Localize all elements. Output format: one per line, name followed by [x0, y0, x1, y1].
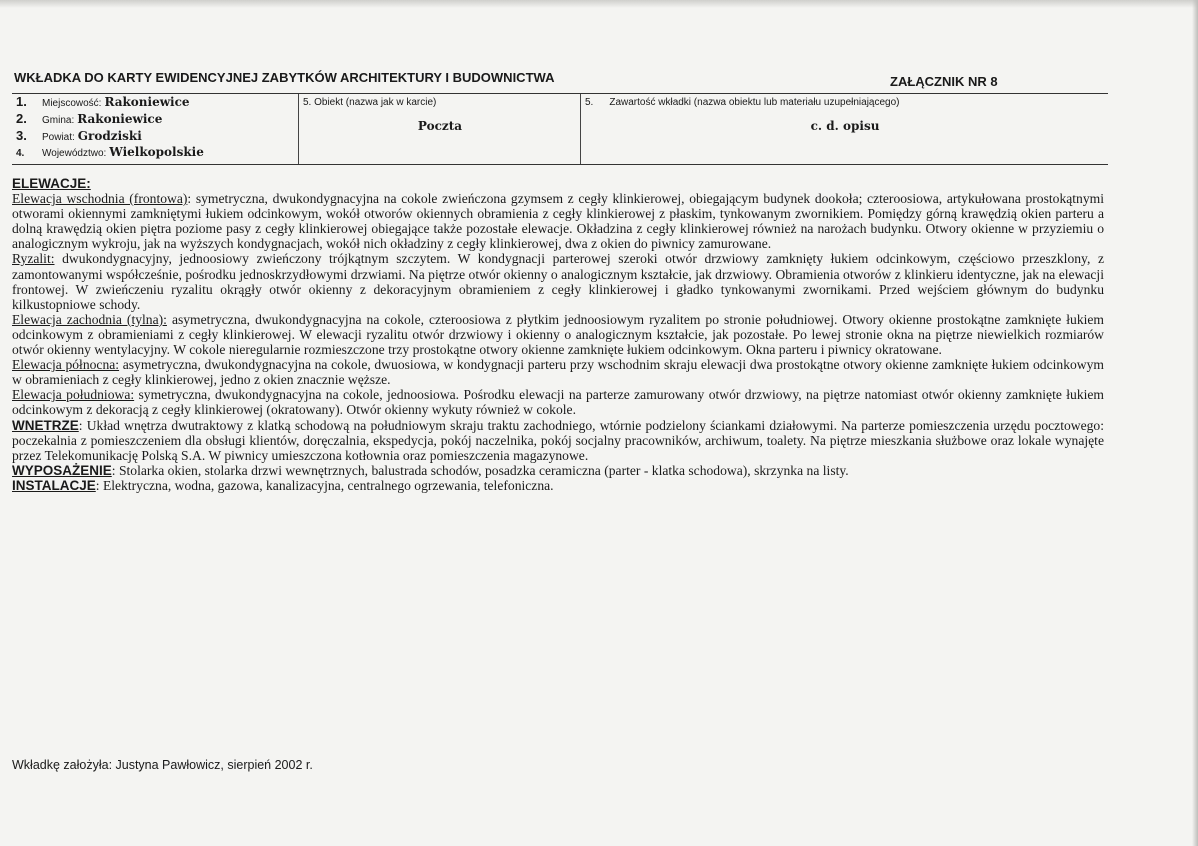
equipment-heading: WYPOSAŻENIE [12, 462, 112, 478]
field-county [12, 128, 298, 145]
object-column [298, 94, 581, 164]
object-value: Poczta [417, 119, 463, 133]
ryzalit-paragraph [12, 251, 1104, 311]
east-elevation-heading: Elewacja wschodnia (frontowa) [12, 191, 188, 207]
south-elevation-text: symetryczna, dwukondygnacyjna na cokole, jednoosiowa. Pośrodku elewacji na parterze zamurowany otwór drzwiowy, na piętrze natomiast otwór okienny zamknięte łukiem odcinkowym z dekoracją z cegły klinkierowej (okratowany). Otwór okienny wykuty również w cokole. [12, 387, 1104, 418]
interior-heading: WNETRZE [12, 417, 79, 433]
ryzalit-heading: Ryzalit: [12, 251, 55, 267]
ryzalit-text: dwukondygnacyjny, jednoosiowy zwieńczony trójkątnym szczytem. W kondygnacji parterowej szeroki otwór drzwiowy zamknięty łukiem odcinkowym, częściowo przeszklony, z zamontowanymi współcześnie, pośrodku jednoskrzydłowymi drzwiami. Na piętrze otwór okienny o analogicznym kształcie, jak drzwiowy. Obramienia otworów z klinkieru identyczne, jak na elewacji frontowej. W zwieńczeniu ryzalitu okrągły otwór okienny z dekoracyjnym obramieniem z cegły klinkierowej i gładko tynkowanymi zwornikami. Przed wejściem głównym do budynku kilkustopniowe schody. [12, 251, 1104, 312]
field-value: Wielkopolskie [109, 145, 204, 159]
north-elevation-paragraph [12, 357, 1104, 387]
interior-paragraph [12, 418, 1104, 463]
field-voivodeship [12, 145, 298, 162]
installations-heading: INSTALACJE [12, 477, 96, 493]
west-elevation-text: asymetryczna, dwukondygnacyjna na cokole, czteroosiowa z płytkim jednoosiowym ryzalitem po stronie południowej. Otwory okienne prostokątne zamknięte łukiem odcinkowym z obramieniami z cegły klinkierowej. W elewacji ryzalitu otwór drzwiowy i okienny o analogicznym kształcie, jak pozostałe. Po lewej stronie okna na piętrze niewielkich rozmiarów otwór okienny wentylacyjny. W cokole nieregularnie rozmieszczone trzy prostokątne otwory okienne zamknięte łukiem odcinkowym. Okna parteru i piwnicy okratowane. [12, 311, 1104, 358]
north-elevation-text: asymetryczna, dwukondygnacyjna na cokole, dwuosiowa, w kondygnacji parteru przy wschodnim skraju elewacji dwa prostokątne otwory okienne zamknięte łukiem odcinkowym w obramieniach z cegły klinkierowej, jedno z okien znacznie węższe. [12, 357, 1104, 388]
field-number: 1. [16, 94, 27, 109]
field-label: Województwo: [42, 148, 107, 159]
field-commune [12, 111, 298, 128]
annex-label: ZAŁĄCZNIK NR 8 [890, 74, 998, 89]
field-locality [12, 94, 298, 111]
east-elevation-paragraph [12, 191, 1104, 251]
scan-shadow-top [0, 0, 1198, 8]
north-elevation-heading: Elewacja północna: [12, 357, 120, 373]
description-body [12, 176, 1104, 493]
field-number: 2. [16, 111, 27, 126]
east-elevation-text: : symetryczna, dwukondygnacyjna na cokole zwieńczona gzymsem z cegły klinkierowej, obiegającym budynek dookoła; czteroosiowa, artykułowana prostokątnymi otworami okiennymi zamkniętymi łukiem odcinkowym, wokół otworów okiennych obramienia z cegły klinkierowej z płaskim, tynkowanym zwornikiem. Pomiędzy górną krawędzią okien parteru a dolną krawędzią okien piętra poziome pasy z cegły klinkierowej obiegające także pozostałe elewacje. Okładzina z cegły klinkierowej również na narożach budynku. Otwory okienne w przyziemiu o analogicznym wykroju, jak na wyższych kondygnacjach, wokół nich okładziny z cegły klinkierowej, dwa z okien do piwnicy zamurowane. [12, 191, 1104, 252]
west-elevation-paragraph [12, 312, 1104, 357]
record-info-table [12, 93, 1108, 165]
contents-header: Zawartość wkładki (nazwa obiektu lub materiału uzupełniającego) [609, 97, 900, 108]
scan-shadow-right [1192, 0, 1198, 846]
author-note: Wkładkę założyła: Justyna Pawłowicz, sierpień 2002 r. [12, 758, 313, 772]
equipment-paragraph [12, 463, 1104, 478]
field-value: Grodziski [77, 129, 142, 143]
installations-text: : Elektryczna, wodna, gazowa, kanalizacyjna, centralnego ogrzewania, telefoniczna. [95, 477, 554, 493]
contents-header-row [581, 94, 1109, 108]
equipment-text: : Stolarka okien, stolarka drzwi wewnętrznych, balustrada schodów, posadzka ceramiczna (parter - klatka schodowa), skrzynka na listy. [111, 462, 849, 478]
elevations-heading: ELEWACJE: [12, 176, 91, 191]
field-number: 3. [16, 128, 27, 143]
field-label: Powiat: [42, 132, 75, 143]
field-number: 4. [16, 148, 25, 159]
field-label: Miejscowość: [42, 98, 102, 109]
document-title: WKŁADKA DO KARTY EWIDENCYJNEJ ZABYTKÓW ARCHITEKTURY I BUDOWNICTWA [14, 70, 555, 85]
location-column [12, 94, 298, 164]
contents-value: c. d. opisu [810, 119, 880, 133]
interior-text: : Układ wnętrza dwutraktowy z klatką schodową na południowym skraju traktu zachodniego, wtórnie podzielony ściankami działowymi. Na parterze pomieszczenia urzędu pocztowego: poczekalnia z pomieszczeniem dla obsługi klientów, doręczalnia, ekspedycja, pokój naczelnika, pokój socjalny pracowników, archiwum, toalety. Na piętrze mieszkania służbowe oraz lokale wynajęte przez Telekomunikację Polską S.A. W piwnicy umieszczona kotłownia oraz pomieszczenia magazynowe. [12, 417, 1104, 463]
object-header: 5. Obiekt (nazwa jak w karcie) [303, 97, 437, 108]
installations-paragraph [12, 478, 1104, 493]
contents-number: 5. [585, 97, 594, 108]
west-elevation-heading: Elewacja zachodnia (tylna): [12, 311, 167, 327]
contents-column [580, 94, 1109, 164]
south-elevation-heading: Elewacja południowa: [12, 387, 135, 403]
south-elevation-paragraph [12, 387, 1104, 417]
field-value: Rakoniewice [77, 112, 163, 126]
field-value: Rakoniewice [104, 95, 190, 109]
field-label: Gmina: [42, 115, 75, 126]
